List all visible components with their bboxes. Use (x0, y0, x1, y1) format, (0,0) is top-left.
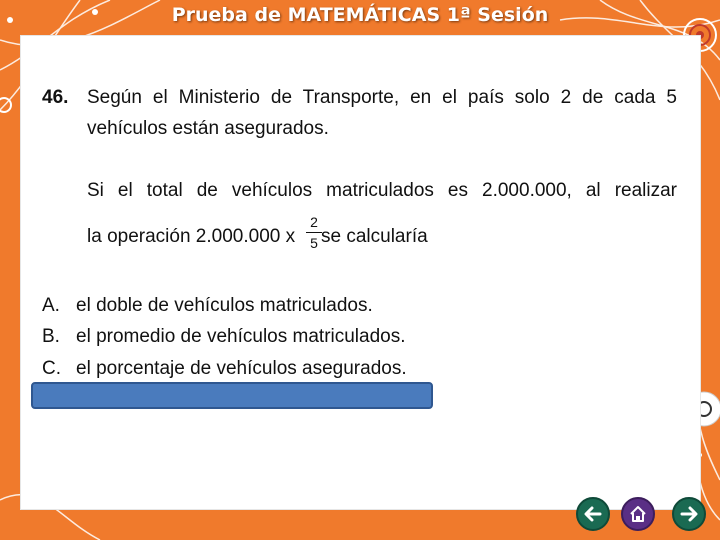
option-text: el doble de vehículos matriculados. (76, 295, 373, 316)
option-text: el promedio de vehículos matriculados. (76, 326, 406, 347)
question-text-line: la operación 2.000.000 x (87, 226, 296, 247)
ring-icon (0, 90, 20, 120)
question-text-line: Según el Ministerio de Transporte, en el país solo 2 de cada 5 (87, 87, 677, 108)
answer-cover-box[interactable] (31, 382, 433, 409)
option-letter: A. (42, 295, 60, 316)
option-b[interactable] (42, 326, 406, 348)
fraction-denominator: 5 (310, 235, 318, 251)
fraction-numerator: 2 (310, 214, 318, 230)
fraction (306, 214, 322, 251)
fraction-bar (306, 232, 322, 233)
option-text: el porcentaje de vehículos asegurados. (76, 358, 407, 379)
option-a[interactable] (42, 295, 373, 317)
arrow-right-icon (674, 499, 704, 529)
question-number: 46. (42, 87, 69, 108)
option-letter: C. (42, 358, 61, 379)
back-button[interactable] (576, 497, 610, 531)
question-text-line: se calcularía (321, 226, 428, 247)
home-button[interactable] (621, 497, 655, 531)
question-text-line: vehículos están asegurados. (87, 118, 329, 139)
arrow-left-icon (578, 499, 608, 529)
question-text-line: Si el total de vehículos matriculados es 2.000.000, al realizar (87, 180, 677, 201)
page-title: Prueba de MATEMÁTICAS 1ª Sesión (171, 4, 549, 26)
option-letter: B. (42, 326, 60, 347)
home-icon (623, 499, 653, 529)
option-c[interactable] (42, 358, 407, 380)
forward-button[interactable] (672, 497, 706, 531)
